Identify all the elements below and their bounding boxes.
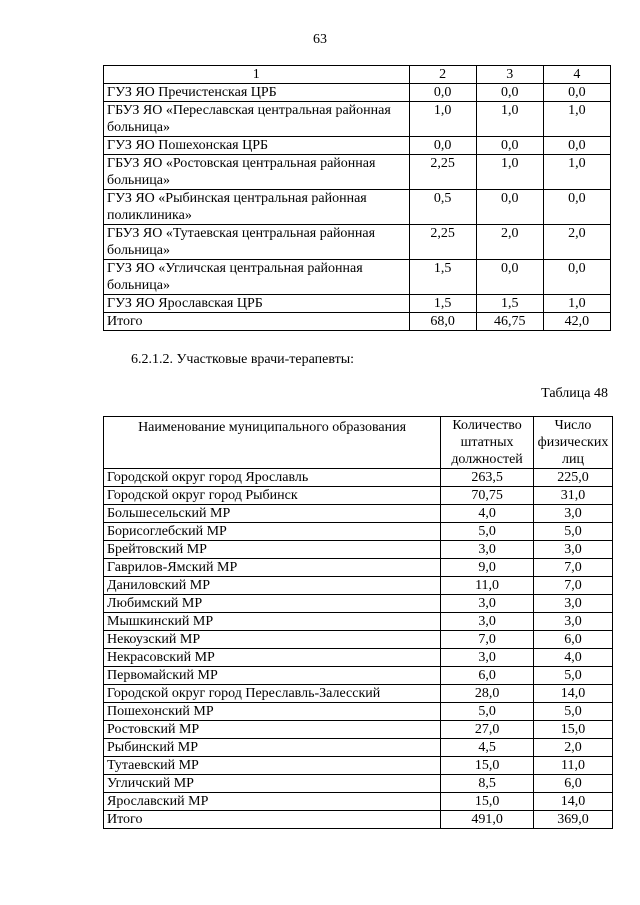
staff-positions-value: 3,0 <box>441 541 534 559</box>
value-cell: 42,0 <box>543 313 610 331</box>
table-row <box>104 469 613 487</box>
table-body <box>104 84 611 331</box>
value-cell: 0,0 <box>476 190 543 225</box>
municipality-name: Некоузский МР <box>104 631 441 649</box>
row-name: ГБУЗ ЯО «Переславская центральная районная больница» <box>104 102 410 137</box>
staff-positions-value: 4,0 <box>441 505 534 523</box>
staff-positions-value: 491,0 <box>441 811 534 829</box>
row-name: ГБУЗ ЯО «Тутаевская центральная районная больница» <box>104 225 410 260</box>
value-cell: 0,0 <box>476 137 543 155</box>
table-row <box>104 137 611 155</box>
municipality-name: Итого <box>104 811 441 829</box>
value-cell: 2,0 <box>476 225 543 260</box>
table-row <box>104 505 613 523</box>
staff-positions-value: 4,5 <box>441 739 534 757</box>
value-cell: 0,5 <box>409 190 476 225</box>
persons-value: 6,0 <box>534 775 613 793</box>
persons-value: 3,0 <box>534 595 613 613</box>
table-row <box>104 595 613 613</box>
value-cell: 1,0 <box>409 102 476 137</box>
table-row <box>104 225 611 260</box>
municipality-name: Борисоглебский МР <box>104 523 441 541</box>
value-cell: 1,0 <box>543 155 610 190</box>
table-row <box>104 739 613 757</box>
value-cell: 68,0 <box>409 313 476 331</box>
table-body <box>104 469 613 829</box>
staff-positions-value: 3,0 <box>441 649 534 667</box>
table-48 <box>103 416 613 829</box>
value-cell: 0,0 <box>543 84 610 102</box>
municipality-name: Первомайский МР <box>104 667 441 685</box>
municipality-name: Ростовский МР <box>104 721 441 739</box>
column-header: 1 <box>104 66 410 84</box>
municipality-name: Некрасовский МР <box>104 649 441 667</box>
persons-value: 3,0 <box>534 505 613 523</box>
municipality-name: Городской округ город Рыбинск <box>104 487 441 505</box>
value-cell: 2,0 <box>543 225 610 260</box>
municipality-name: Угличский МР <box>104 775 441 793</box>
municipality-name: Пошехонский МР <box>104 703 441 721</box>
value-cell: 1,0 <box>476 155 543 190</box>
municipality-name: Большесельский МР <box>104 505 441 523</box>
persons-value: 4,0 <box>534 649 613 667</box>
municipality-name: Любимский МР <box>104 595 441 613</box>
column-header: 3 <box>476 66 543 84</box>
table-row <box>104 649 613 667</box>
value-cell: 2,25 <box>409 225 476 260</box>
table-row <box>104 155 611 190</box>
table-row <box>104 757 613 775</box>
persons-value: 7,0 <box>534 559 613 577</box>
persons-value: 2,0 <box>534 739 613 757</box>
staff-positions-value: 263,5 <box>441 469 534 487</box>
row-name: ГУЗ ЯО Ярославская ЦРБ <box>104 295 410 313</box>
header-row <box>104 66 611 84</box>
table-row <box>104 541 613 559</box>
persons-value: 15,0 <box>534 721 613 739</box>
page-number: 63 <box>313 32 327 47</box>
table-row <box>104 667 613 685</box>
municipality-name: Брейтовский МР <box>104 541 441 559</box>
staffing-table-continued <box>103 65 611 331</box>
table-row <box>104 631 613 649</box>
value-cell: 0,0 <box>543 190 610 225</box>
value-cell: 0,0 <box>409 84 476 102</box>
table-row <box>104 190 611 225</box>
staff-positions-value: 6,0 <box>441 667 534 685</box>
table-row <box>104 84 611 102</box>
persons-value: 14,0 <box>534 685 613 703</box>
staff-positions-value: 28,0 <box>441 685 534 703</box>
municipality-name: Ярославский МР <box>104 793 441 811</box>
persons-value: 11,0 <box>534 757 613 775</box>
persons-value: 31,0 <box>534 487 613 505</box>
table-row <box>104 775 613 793</box>
row-name: Итого <box>104 313 410 331</box>
staff-positions-value: 8,5 <box>441 775 534 793</box>
column-header: 4 <box>543 66 610 84</box>
row-name: ГУЗ ЯО «Угличская центральная районная больница» <box>104 260 410 295</box>
municipality-name: Рыбинский МР <box>104 739 441 757</box>
table-row <box>104 102 611 137</box>
municipality-name: Тутаевский МР <box>104 757 441 775</box>
value-cell: 1,0 <box>543 295 610 313</box>
value-cell: 0,0 <box>543 260 610 295</box>
row-name: ГУЗ ЯО Пречистенская ЦРБ <box>104 84 410 102</box>
persons-value: 5,0 <box>534 703 613 721</box>
value-cell: 1,0 <box>476 102 543 137</box>
column-header: 2 <box>409 66 476 84</box>
row-name: ГУЗ ЯО «Рыбинская центральная районная поликлиника» <box>104 190 410 225</box>
header-row <box>104 417 613 469</box>
persons-value: 225,0 <box>534 469 613 487</box>
value-cell: 1,5 <box>409 295 476 313</box>
value-cell: 0,0 <box>543 137 610 155</box>
value-cell: 1,5 <box>409 260 476 295</box>
row-name: ГУЗ ЯО Пошехонская ЦРБ <box>104 137 410 155</box>
staff-positions-value: 9,0 <box>441 559 534 577</box>
value-cell: 46,75 <box>476 313 543 331</box>
table-row <box>104 523 613 541</box>
staff-positions-value: 5,0 <box>441 703 534 721</box>
persons-value: 5,0 <box>534 667 613 685</box>
section-heading: 6.2.1.2. Участковые врачи-терапевты: <box>131 352 355 367</box>
persons-value: 7,0 <box>534 577 613 595</box>
staff-positions-value: 15,0 <box>441 757 534 775</box>
persons-value: 3,0 <box>534 541 613 559</box>
persons-value: 3,0 <box>534 613 613 631</box>
value-cell: 0,0 <box>476 84 543 102</box>
column-header-persons: Число физических лиц <box>534 417 613 469</box>
table-row <box>104 559 613 577</box>
staff-positions-value: 15,0 <box>441 793 534 811</box>
persons-value: 14,0 <box>534 793 613 811</box>
table-row <box>104 685 613 703</box>
municipality-name: Мышкинский МР <box>104 613 441 631</box>
table-row <box>104 793 613 811</box>
municipality-name: Гаврилов-Ямский МР <box>104 559 441 577</box>
staff-positions-value: 3,0 <box>441 613 534 631</box>
staff-positions-value: 27,0 <box>441 721 534 739</box>
table-row <box>104 811 613 829</box>
value-cell: 0,0 <box>476 260 543 295</box>
table-row <box>104 313 611 331</box>
staff-positions-value: 7,0 <box>441 631 534 649</box>
municipality-name: Даниловский МР <box>104 577 441 595</box>
table-row <box>104 260 611 295</box>
column-header-staff-positions: Количество штатных должностей <box>441 417 534 469</box>
staff-positions-value: 11,0 <box>441 577 534 595</box>
staff-positions-value: 70,75 <box>441 487 534 505</box>
row-name: ГБУЗ ЯО «Ростовская центральная районная больница» <box>104 155 410 190</box>
persons-value: 5,0 <box>534 523 613 541</box>
municipality-name: Городской округ город Ярославль <box>104 469 441 487</box>
value-cell: 1,5 <box>476 295 543 313</box>
table-row <box>104 577 613 595</box>
table-row <box>104 721 613 739</box>
value-cell: 1,0 <box>543 102 610 137</box>
table-row <box>104 295 611 313</box>
value-cell: 2,25 <box>409 155 476 190</box>
persons-value: 6,0 <box>534 631 613 649</box>
table-caption: Таблица 48 <box>541 386 608 401</box>
municipality-name: Городской округ город Переславль-Залесский <box>104 685 441 703</box>
value-cell: 0,0 <box>409 137 476 155</box>
staff-positions-value: 5,0 <box>441 523 534 541</box>
table-row <box>104 613 613 631</box>
table-row <box>104 703 613 721</box>
persons-value: 369,0 <box>534 811 613 829</box>
column-header-municipality: Наименование муниципального образования <box>104 417 441 469</box>
staff-positions-value: 3,0 <box>441 595 534 613</box>
table-row <box>104 487 613 505</box>
